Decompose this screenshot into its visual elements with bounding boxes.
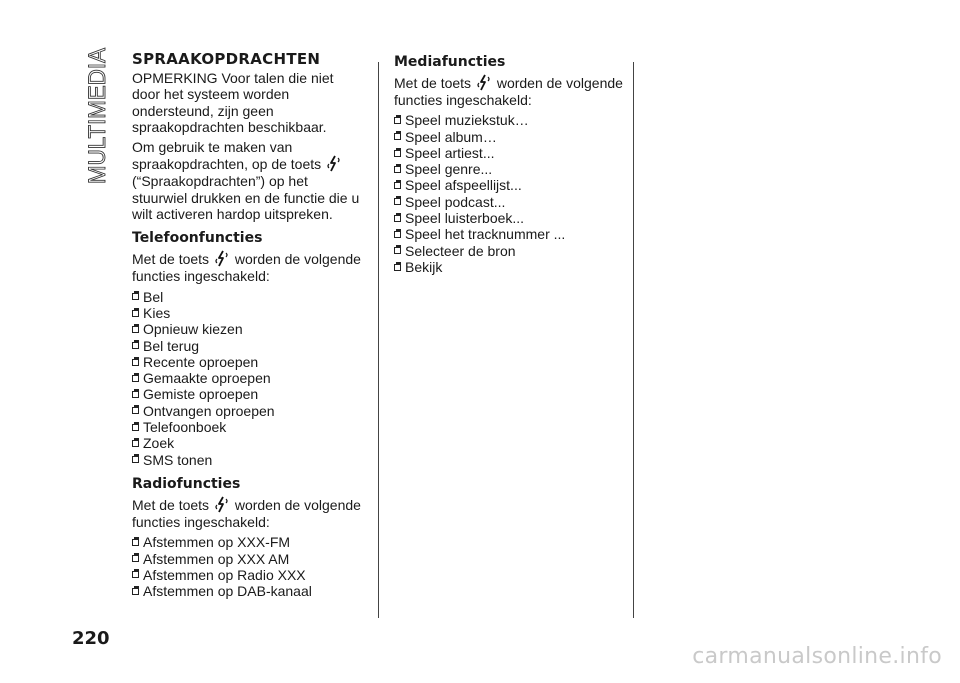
list-item-label: Speel podcast... [405, 193, 506, 210]
list-item [394, 226, 626, 242]
bullet-icon [394, 231, 401, 238]
radio-intro-before: Met de toets [132, 496, 210, 513]
list-item [132, 289, 364, 305]
usage-text-after: (“Spraakopdrachten”) op het stuurwiel drukken en de functie die u wilt activeren hardop uitspreken. [132, 173, 360, 223]
media-intro [394, 74, 626, 108]
bullet-icon [132, 588, 139, 595]
list-item [132, 567, 364, 583]
list-item [394, 112, 626, 128]
telefoon-intro [132, 250, 364, 284]
bullet-icon [132, 440, 139, 447]
section-heading-telefoonfuncties: Telefoonfuncties [132, 230, 263, 247]
list-item-label: Speel muziekstuk… [405, 112, 529, 129]
left-column [132, 50, 364, 603]
list-item-label: Recente oproepen [143, 353, 259, 370]
voice-command-icon [214, 250, 230, 268]
list-item [394, 161, 626, 177]
voice-command-icon [476, 74, 492, 92]
bullet-icon [132, 391, 139, 398]
list-item [132, 435, 364, 451]
bullet-icon [394, 182, 401, 189]
bullet-icon [132, 456, 139, 463]
section-heading-mediafuncties: Mediafuncties [394, 54, 506, 70]
voice-command-icon [214, 496, 230, 514]
list-item-label: Speel luisterboek... [405, 210, 525, 227]
list-item [132, 305, 364, 321]
list-item-label: Bel [143, 288, 164, 305]
list-item-label: Afstemmen op Radio XXX [143, 566, 306, 583]
list-item-label: Opnieuw kiezen [143, 321, 243, 338]
bullet-icon [132, 424, 139, 431]
bullet-icon [132, 375, 139, 382]
list-item-label: Telefoonboek [143, 419, 227, 436]
section-heading-radiofuncties: Radiofuncties [132, 475, 241, 492]
bullet-icon [394, 264, 401, 271]
list-item [132, 403, 364, 419]
bullet-icon [394, 133, 401, 140]
bullet-icon [132, 359, 139, 366]
list-item-label: Kies [143, 304, 171, 321]
list-item-label: Zoek [143, 435, 175, 452]
list-item-label: Speel het tracknummer ... [405, 226, 566, 243]
list-item [394, 129, 626, 145]
section-heading-spraakopdrachten: SPRAAKOPDRACHTEN [132, 50, 321, 68]
bullet-icon [394, 150, 401, 157]
voice-command-icon [326, 155, 342, 173]
bullet-icon [132, 539, 139, 546]
bullet-icon [132, 555, 139, 562]
media-list [394, 112, 626, 275]
usage-paragraph [132, 139, 364, 222]
bullet-icon [132, 407, 139, 414]
list-item [132, 534, 364, 550]
radio-intro [132, 496, 364, 530]
list-item [394, 259, 626, 275]
radio-intro-after: worden de volgende functies ingeschakeld: [132, 496, 361, 530]
list-item-label: Speel artiest... [405, 144, 495, 161]
radio-list [132, 534, 364, 599]
list-item [394, 145, 626, 161]
list-item-label: Speel album… [405, 128, 497, 145]
telefoon-intro-after: worden de volgende functies ingeschakeld: [132, 251, 361, 285]
bullet-icon [394, 117, 401, 124]
list-item [394, 243, 626, 259]
bullet-icon [394, 198, 401, 205]
media-intro-after: worden de volgende functies ingeschakeld: [394, 75, 623, 108]
telefoon-list [132, 289, 364, 468]
list-item [132, 321, 364, 337]
list-item [394, 177, 626, 193]
list-item-label: Speel afspeellijst... [405, 177, 522, 194]
right-column [394, 50, 626, 279]
bullet-icon [132, 310, 139, 317]
list-item-label: Speel genre... [405, 161, 493, 178]
list-item [394, 210, 626, 226]
bullet-icon [394, 247, 401, 254]
list-item [132, 419, 364, 435]
list-item-label: Afstemmen op XXX AM [143, 550, 290, 567]
bullet-icon [132, 342, 139, 349]
page-number: 220 [72, 628, 110, 649]
list-item-label: Ontvangen oproepen [143, 402, 275, 419]
list-item-label: Selecteer de bron [405, 242, 516, 259]
list-item [132, 386, 364, 402]
watermark-text: carmanualsonline.info [692, 644, 942, 669]
bullet-icon [132, 326, 139, 333]
list-item [132, 354, 364, 370]
bullet-icon [132, 571, 139, 578]
side-label-text: MULTIMEDIA [84, 47, 111, 184]
list-item-label: Gemiste oproepen [143, 386, 259, 403]
list-item [394, 194, 626, 210]
media-intro-before: Met de toets [394, 75, 472, 91]
side-section-label [72, 47, 122, 187]
note-paragraph: OPMERKING Voor talen die niet door het systeem worden ondersteund, zijn geen spraakopdrachten beschikbaar. [132, 70, 334, 135]
usage-text-before: Om gebruik te maken van spraakopdrachten, op de toets [132, 139, 322, 173]
telefoon-intro-before: Met de toets [132, 251, 210, 268]
list-item [132, 452, 364, 468]
bullet-icon [132, 293, 139, 300]
list-item-label: Afstemmen op XXX-FM [143, 534, 291, 551]
bullet-icon [394, 215, 401, 222]
bullet-icon [394, 166, 401, 173]
list-item-label: Afstemmen op DAB-kanaal [143, 583, 312, 600]
list-item [132, 338, 364, 354]
column-divider [378, 62, 379, 618]
list-item [132, 551, 364, 567]
list-item-label: Bel terug [143, 337, 200, 354]
list-item-label: Gemaakte oproepen [143, 370, 271, 387]
list-item [132, 370, 364, 386]
list-item-label: Bekijk [405, 258, 443, 275]
list-item-label: SMS tonen [143, 451, 213, 468]
list-item [132, 583, 364, 599]
column-divider [633, 62, 634, 618]
